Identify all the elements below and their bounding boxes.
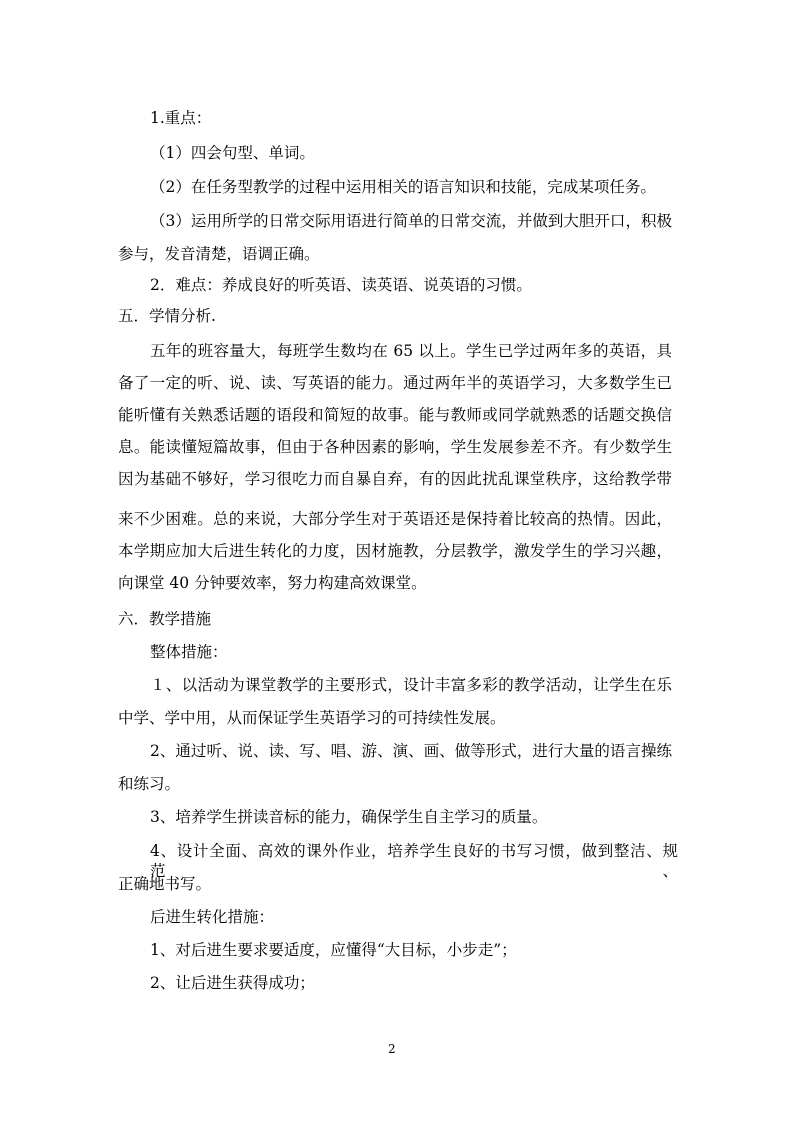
text-line: 后进生转化措施： — [150, 908, 275, 926]
text-line: 五年的班容量大，每班学生数均在 65 以上。学生已学过两年多的英语，具 — [150, 342, 672, 360]
text-line: 2、让后进生获得成功； — [150, 974, 315, 992]
text-line: （1）四会句型、单词。 — [150, 144, 315, 162]
text-line: 1、对后进生要求要适度，应懂得“大目标，小步走”； — [150, 941, 517, 959]
page-number: 2 — [388, 1042, 396, 1056]
text-line: 来不少困难。总的来说，大部分学生对于英语还是保持着比较高的热情。因此， — [118, 510, 672, 528]
text-line: 息。能读懂短篇故事，但由于各种因素的影响，学生发展参差不齐。有少数学生 — [118, 438, 672, 456]
text-line: 正确地书写。 — [118, 875, 212, 893]
text-line: 4、设计全面、高效的课外作业，培养学生良好的书写习惯，做到整洁、规范、 — [150, 842, 678, 880]
text-line: 本学期应加大后进生转化的力度，因材施教，分层教学，激发学生的学习兴趣， — [118, 542, 672, 560]
text-line: 整体措施： — [150, 643, 228, 661]
text-line: （2）在任务型教学的过程中运用相关的语言知识和技能，完成某项任务。 — [150, 178, 656, 196]
text-line: 参与，发音清楚，语调正确。 — [118, 245, 320, 263]
text-line: 1.重点： — [150, 109, 212, 127]
text-line: 3、培养学生拼读音标的能力，确保学生自主学习的质量。 — [150, 808, 548, 826]
text-line: 2、通过听、说、读、写、唱、游、演、画、做等形式，进行大量的语言操练 — [150, 742, 672, 760]
text-line: １、以活动为课堂教学的主要形式，设计丰富多彩的教学活动，让学生在乐 — [150, 676, 672, 694]
section-heading: 五．学情分析. — [118, 307, 216, 325]
section-heading: 六．教学措施 — [118, 610, 212, 628]
text-line: （3）运用所学的日常交际用语进行简单的日常交流，并做到大胆开口，积极 — [150, 212, 672, 230]
text-line: 备了一定的听、说、读、写英语的能力。通过两年半的英语学习，大多数学生已 — [118, 374, 672, 392]
text-line: 因为基础不够好，学习很吃力而自暴自弃，有的因此扰乱课堂秩序，这给教学带 — [118, 470, 672, 488]
text-line: 能听懂有关熟悉话题的语段和简短的故事。能与教师或同学就熟悉的话题交换信 — [118, 406, 672, 424]
text-line: 中学、学中用，从而保证学生英语学习的可持续性发展。 — [118, 709, 506, 727]
text-line: 2．难点：养成良好的听英语、读英语、说英语的习惯。 — [150, 276, 532, 294]
text-line: 和练习。 — [118, 775, 181, 793]
text-line: 向课堂 40 分钟要效率，努力构建高效课堂。 — [118, 574, 427, 592]
